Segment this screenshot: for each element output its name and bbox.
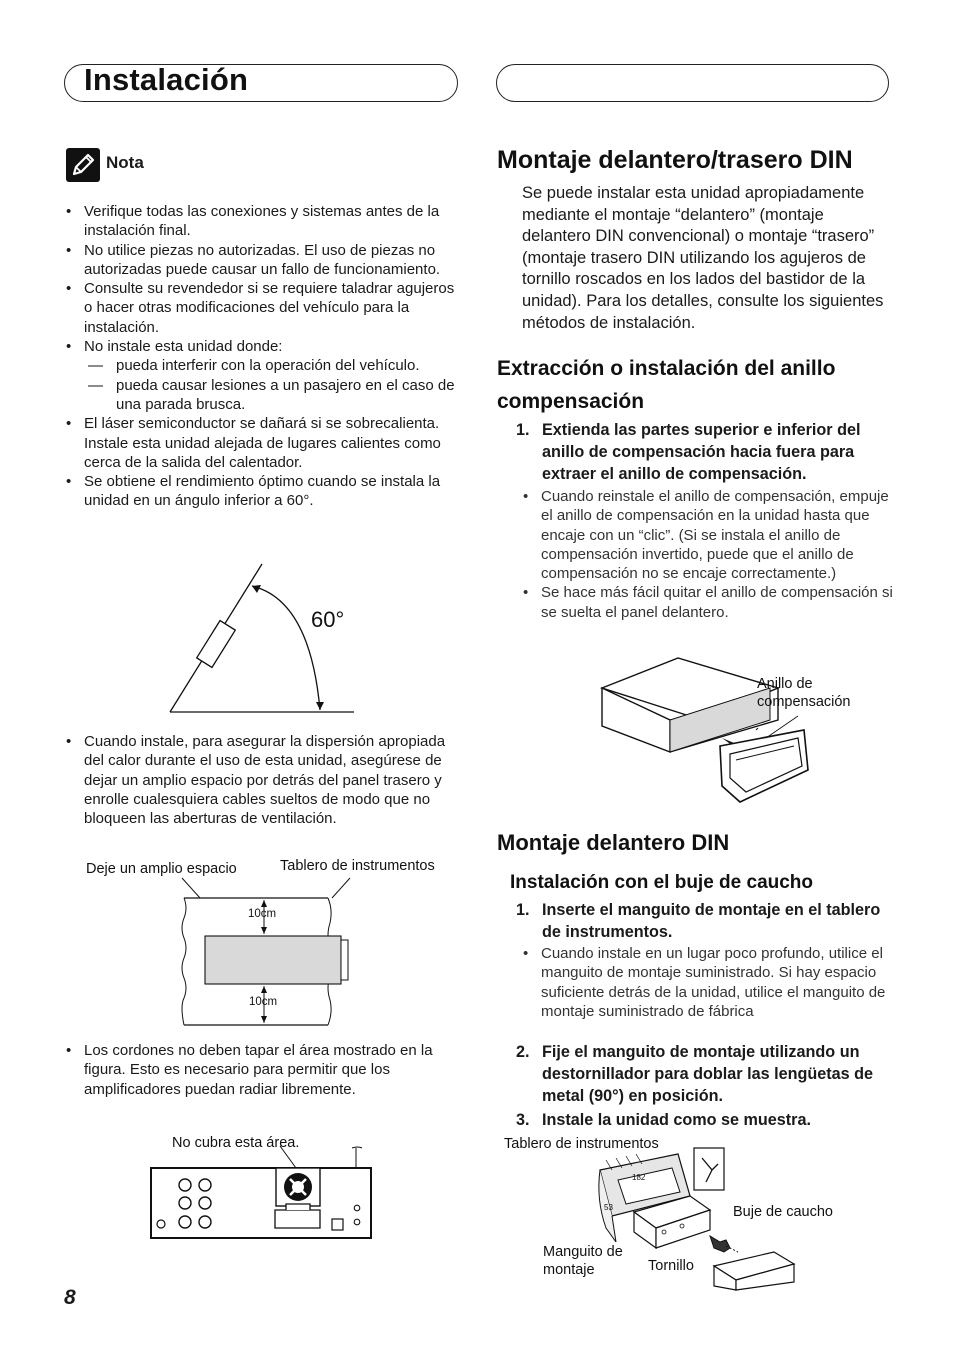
dim-53: 53 — [604, 1203, 613, 1212]
step-2-front — [516, 1041, 894, 1107]
list-item: • Verifique todas las conexiones y sistemas antes de la instalación final. — [62, 202, 462, 241]
step-1 — [516, 419, 894, 485]
step-number: 1. — [516, 421, 530, 439]
list-item: • No instale esta unidad donde: — [62, 337, 462, 356]
note-pencil-icon — [66, 148, 100, 182]
dash-mark: — — [88, 376, 103, 394]
step-number: 3. — [516, 1111, 530, 1129]
list-item: • Cuando instale, para asegurar la dispersión apropiada del calor durante el uso de esta unidad, asegúrese de dejar un amplio espacio por detrás del panel trasero y enrolle cualesquiera cables sueltos de modo que no bloqueen las aberturas de ventilación. — [62, 732, 462, 828]
list-item: • Se obtiene el rendimiento óptimo cuando se instala la unidad en un ángulo inferior a 60°. — [62, 472, 462, 511]
step-number: 2. — [516, 1043, 530, 1061]
angle-label: 60° — [311, 607, 345, 632]
list-item: • Cuando reinstale el anillo de compensación, empuje el anillo de compensación en la unidad hasta que encaje con un “clic”. (Si se instala el anillo de compensación invertido, puede que el anillo de compensación no se encaje correctamente.) — [521, 487, 893, 583]
space-label: Deje un amplio espacio — [86, 861, 237, 877]
note-bullet-list — [62, 202, 462, 511]
step-number: 1. — [516, 901, 530, 919]
subitem-text: pueda interferir con la operación del vehículo. — [116, 357, 420, 375]
list-item: • No utilice piezas no autorizadas. El uso de piezas no autorizadas puede causar un fallo de funcionamiento. — [62, 241, 462, 280]
list-item: • Los cordones no deben tapar el área mostrado en la figura. Esto es necesario para permitir que los amplificadores puedan radiar libremente. — [62, 1041, 462, 1099]
list-item: • Consulte su revendedor si se requiere taladrar agujeros o hacer otras modificaciones del vehículo para la instalación. — [62, 279, 462, 337]
step-text: Instale la unidad como se muestra. — [542, 1111, 811, 1129]
area-label: No cubra esta área. — [172, 1135, 300, 1151]
step-text: Extienda las partes superior e inferior del anillo de compensación hacia fuera para extraer el anillo de compensación. — [542, 421, 861, 483]
dash-mark: — — [88, 357, 103, 375]
intro-paragraph: Se puede instalar esta unidad apropiadamente mediante el montaje “delantero” (montaje delantero DIN convencional) o montaje “trasero” (montaje trasero DIN utilizando los agujeros de tornillo roscados en los lados del bastidor de la unidad). Para los detalles, consulte los siguientes métodos de instalación. — [522, 184, 884, 332]
section-heading-din: Montaje delantero/trasero DIN — [497, 146, 853, 174]
list-subitem — [62, 356, 462, 375]
section-heading-front: Montaje delantero DIN — [497, 830, 730, 855]
list-item: • Cuando instale en un lugar poco profundo, utilice el manguito de montaje suministrado. Si hay espacio suficiente detrás de la unidad, utilice el manguito de montaje suministrado de fábrica — [521, 944, 893, 1021]
angle-diagram — [160, 560, 360, 720]
subitem-text: pueda causar lesiones a un pasajero en el caso de una parada brusca. — [116, 376, 455, 413]
dashboard-label: Tablero de instrumentos — [280, 858, 435, 874]
screw-label: Tornillo — [648, 1258, 694, 1274]
bushing-label: Buje de caucho — [733, 1204, 833, 1220]
note-label: Nota — [106, 153, 144, 172]
header-box-right — [496, 64, 889, 102]
step-text: Fije el manguito de montaje utilizando un destornillador para doblar las lengüetas de metal (90°) en posición. — [542, 1043, 874, 1105]
section-heading-ring: Extracción o instalación del anillo compensación — [497, 357, 836, 413]
step-1-front — [516, 899, 894, 943]
list-item: • El láser semiconductor se dañará si se sobrecalienta. Instale esta unidad alejada de lugares calientes como cerca de la salida del calentador. — [62, 414, 462, 472]
dim-182: 182 — [632, 1173, 646, 1182]
note-bullet-list-2 — [62, 732, 462, 828]
sleeve-label: Manguito de montaje — [543, 1244, 623, 1278]
note-bullet-list-3 — [62, 1041, 462, 1099]
page-title: Instalación — [84, 62, 249, 97]
ring-label: Anillo de compensación — [757, 676, 851, 710]
top-gap-label: 10cm — [248, 908, 277, 920]
install-dashboard-label: Tablero de instrumentos — [504, 1136, 659, 1152]
step-1-front-notes — [521, 944, 893, 1021]
rear-panel-diagram — [148, 1142, 378, 1242]
step-3-front — [516, 1109, 894, 1131]
step-text: Inserte el manguito de montaje en el tablero de instrumentos. — [542, 901, 881, 941]
section-heading-bushing: Instalación con el buje de caucho — [510, 872, 814, 893]
list-subitem — [62, 376, 462, 415]
list-item: • Se hace más fácil quitar el anillo de compensación si se suelta el panel delantero. — [521, 583, 893, 622]
step-1-notes — [521, 487, 893, 622]
bottom-gap-label: 10cm — [249, 996, 278, 1008]
page-number: 8 — [64, 1286, 76, 1309]
